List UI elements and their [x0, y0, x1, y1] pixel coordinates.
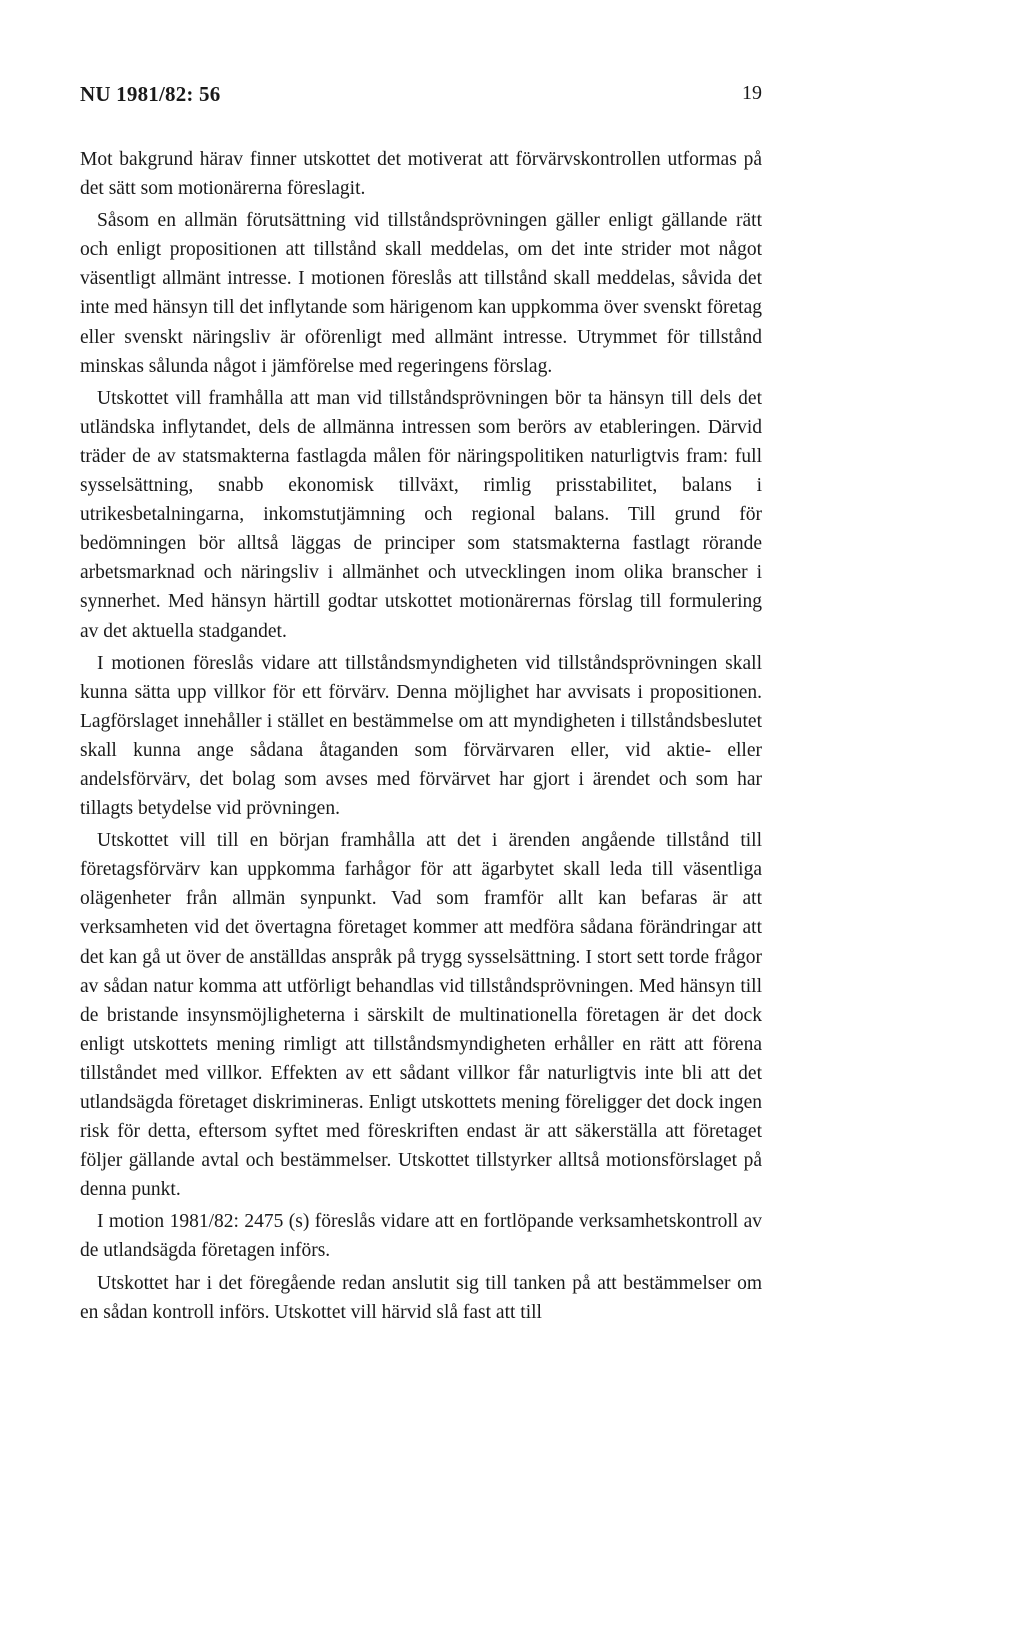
paragraph: Såsom en allmän förutsättning vid tillståndsprövningen gäller enligt gällande rätt och enligt propositionen att tillstånd skall meddelas, om det inte strider mot något väsentligt allmänt intresse. I motionen föreslås att tillstånd skall meddelas, såvida det inte med hänsyn till det inflytande som härigenom kan uppkomma över svenskt företag eller svenskt näringsliv är oförenligt med allmänt intresse. Utrymmet för tillstånd minskas sålunda något i jämförelse med regeringens förslag.: [80, 210, 762, 377]
page-header: [80, 82, 762, 112]
paragraph: Utskottet vill till en början framhålla att det i ärenden angående tillstånd till företagsförvärv kan uppkomma farhågor för att ägarbytet skall leda till väsentliga olägenheter från allmän synpunkt. Vad som framför allt kan befaras är att verksamheten vid det övertagna företaget kommer att medföra sådana förändringar att det kan gå ut över de anställdas anspråk på trygg sysselsättning. I stort sett torde frågor av sådan natur komma att utförligt behandlas vid tillståndsprövningen. Med hänsyn till de bristande insynsmöjligheterna i särskilt de multinationella företagen är det dock enligt utskottets mening rimligt att tillståndsmyndigheten erhåller en rätt att förena tillståndet med villkor. Effekten av ett sådant villkor får naturligtvis inte bli att det utlandsägda företaget diskrimineras. Enligt utskottets mening föreligger det dock ingen risk för detta, eftersom syftet med föreskriften endast är att säkerställa att företaget följer gällande avtal och bestämmelser. Utskottet tillstyrker alltså motionsförslaget på denna punkt.: [80, 830, 762, 1201]
paragraph: Utskottet har i det föregående redan anslutit sig till tanken på att bestämmelser om en sådan kontroll införs. Utskottet vill härvid slå fast att till: [80, 1272, 762, 1323]
paragraph: Mot bakgrund härav finner utskottet det motiverat att förvärvskontrollen utformas på det sätt som motionärerna föreslagit.: [80, 149, 762, 200]
page-number: 19: [742, 82, 762, 104]
paragraph: Utskottet vill framhålla att man vid tillståndsprövningen bör ta hänsyn till dels det utländska inflytandet, dels de allmänna intressen som berörs av etableringen. Därvid träder de av statsmakterna fastlagda målen för näringspolitiken naturligtvis fram: full sysselsättning, snabb ekonomisk tillväxt, rimlig prisstabilitet, balans i utrikesbetalningarna, inkomstutjämning och regional balans. Till grund för bedömningen bör alltså läggas de principer som statsmakterna fastlagt rörande arbetsmarknad och näringsliv i allmänhet och utvecklingen inom olika branscher i synnerhet. Med hänsyn härtill godtar utskottet motionärernas förslag till formulering av det aktuella stadgandet.: [80, 387, 762, 642]
report-id: NU 1981/82: 56: [80, 82, 221, 106]
paragraph: I motion 1981/82: 2475 (s) föreslås vidare att en fortlöpande verksamhetskontroll av de utlandsägda företagen införs.: [80, 1211, 762, 1262]
body-text: [80, 145, 762, 1330]
paragraph: I motionen föreslås vidare att tillståndsmyndigheten vid tillståndsprövningen skall kunna sätta upp villkor för ett förvärv. Denna möjlighet har avvisats i propositionen. Lagförslaget innehåller i stället en bestämmelse om att myndigheten i tillståndsbeslutet skall kunna ange sådana åtaganden som förvärvaren eller, vid aktie- eller andelsförvärv, det bolag som avses med förvärvet har gjort i ärendet och som har tillagts betydelse vid prövningen.: [80, 652, 762, 820]
